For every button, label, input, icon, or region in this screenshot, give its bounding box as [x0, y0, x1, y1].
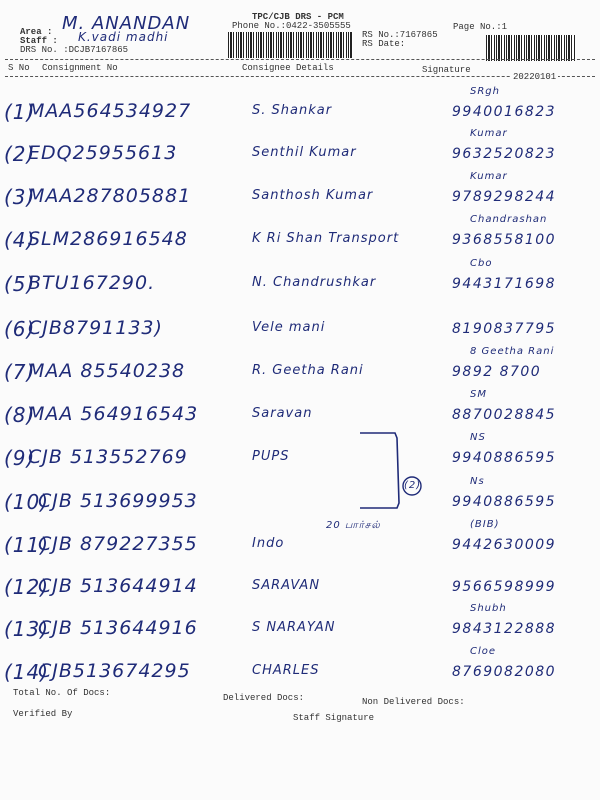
row-name: R. Geetha Rani	[252, 363, 364, 378]
row-name: S NARAYAN	[252, 620, 336, 635]
row-name: Indo	[252, 536, 285, 551]
row-consignment: MAA 85540238	[28, 360, 186, 382]
area-label: Area :	[20, 27, 53, 37]
row-phone: 9368558100	[452, 232, 557, 248]
row-phone: 9632520823	[452, 146, 557, 162]
staff-signature: Staff Signature	[293, 713, 375, 723]
row-num: (4)	[4, 228, 36, 252]
row-consignment: CJB 513699953	[38, 490, 198, 512]
row-name: K Ri Shan Transport	[252, 231, 400, 246]
row-consignment: CJB513674295	[38, 660, 191, 682]
row-name: PUPS	[252, 449, 290, 464]
drs-number: DRS No. :DCJB7167865	[20, 45, 129, 55]
row-name: Senthil Kumar	[252, 145, 357, 160]
header-rule-bottom	[5, 76, 595, 77]
row-consignment: MAA564534927	[28, 100, 192, 122]
row-name: S. Shankar	[252, 103, 333, 118]
row-phone: 9789298244	[452, 189, 557, 205]
row-num: (11)	[4, 533, 50, 557]
row-consignment: MAA287805881	[28, 185, 192, 207]
row-signature: Cloe	[470, 646, 497, 657]
row-phone: 9940016823	[452, 104, 557, 120]
staff-label: Staff :	[20, 36, 58, 46]
non-delivered-docs: Non Delivered Docs:	[362, 697, 465, 707]
row-signature: Ns	[470, 476, 485, 487]
row-phone: 9940886595	[452, 450, 557, 466]
row-phone: 9442630009	[452, 537, 557, 553]
row-signature: Cbo	[470, 258, 493, 269]
col-sno: S No	[8, 63, 30, 73]
bracket-annotation	[355, 428, 425, 518]
row-num: (3)	[4, 185, 36, 209]
col-signature: Signature	[422, 65, 471, 75]
verified-by: Verified By	[13, 709, 73, 719]
row-phone: 9940886595	[452, 494, 557, 510]
header-rule-top	[5, 59, 595, 60]
col-consignee: Consignee Details	[242, 63, 334, 73]
row-signature: Kumar	[470, 171, 508, 182]
handwritten-staff: K.vadi madhi	[78, 30, 169, 44]
row-num: (10)	[4, 490, 50, 514]
row-signature: Kumar	[470, 128, 508, 139]
row-phone: 8190837795	[452, 321, 557, 337]
rs-number: RS No.:7167865	[362, 30, 438, 40]
date-stamp: 20220101	[513, 72, 557, 82]
rs-date: RS Date:	[362, 39, 406, 49]
row-consignment: SLM286916548	[28, 228, 188, 250]
row-num: (13)	[4, 617, 50, 641]
row-num: (2)	[4, 142, 36, 166]
row-signature: SRgh	[470, 86, 500, 97]
row-signature: SM	[470, 389, 487, 400]
row-num: (14)	[4, 660, 50, 684]
row-phone: 9566598999	[452, 579, 557, 595]
row-num: (1)	[4, 100, 36, 124]
row-signature: 8 Geetha Rani	[470, 346, 555, 357]
row-signature: Chandrashan	[470, 214, 548, 225]
row-name: Vele mani	[252, 320, 326, 335]
row-signature: Shubh	[470, 603, 507, 614]
handwritten-area: M. ANANDAN	[62, 13, 191, 34]
row-consignment: MAA 564916543	[28, 403, 199, 425]
row-name: Santhosh Kumar	[252, 188, 374, 203]
row-num: (8)	[4, 403, 36, 427]
row-num: (9)	[4, 446, 36, 470]
row-name: SARAVAN	[252, 578, 321, 593]
row-phone: 8870028845	[452, 407, 557, 423]
row-name: CHARLES	[252, 663, 320, 678]
row-num: (5)	[4, 272, 36, 296]
row-consignment: CJB8791133)	[28, 317, 163, 339]
total-docs: Total No. Of Docs:	[13, 688, 111, 698]
row-phone: 8769082080	[452, 664, 557, 680]
row11-note: 20 பார்சல்	[326, 520, 381, 531]
row-name: N. Chandrushkar	[252, 275, 377, 290]
page-number: Page No.:1	[453, 22, 508, 32]
row-consignment: CJB 513644914	[38, 575, 198, 597]
row-num: (7)	[4, 360, 36, 384]
row-signature: (BIB)	[470, 519, 500, 530]
row-signature: NS	[470, 432, 486, 443]
bracket-note: (2)	[404, 480, 422, 491]
delivered-docs: Delivered Docs:	[223, 693, 305, 703]
barcode-right	[486, 35, 576, 61]
system-title: TPC/CJB DRS - PCM	[252, 12, 344, 22]
row-phone: 9892 8700	[452, 364, 542, 380]
row-phone: 9843122888	[452, 621, 557, 637]
row-name: Saravan	[252, 406, 313, 421]
row-consignment: EDQ25955613	[28, 142, 178, 164]
phone-number: Phone No.:0422-3505555	[232, 21, 351, 31]
row-num: (6)	[4, 317, 36, 341]
row-consignment: CJB 513552769	[28, 446, 188, 468]
row-phone: 9443171698	[452, 276, 557, 292]
row-consignment: CJB 513644916	[38, 617, 198, 639]
row-consignment: BTU167290.	[28, 272, 156, 294]
row-num: (12)	[4, 575, 50, 599]
row-consignment: CJB 879227355	[38, 533, 198, 555]
barcode-left	[228, 32, 353, 58]
col-consignment: Consignment No	[42, 63, 118, 73]
